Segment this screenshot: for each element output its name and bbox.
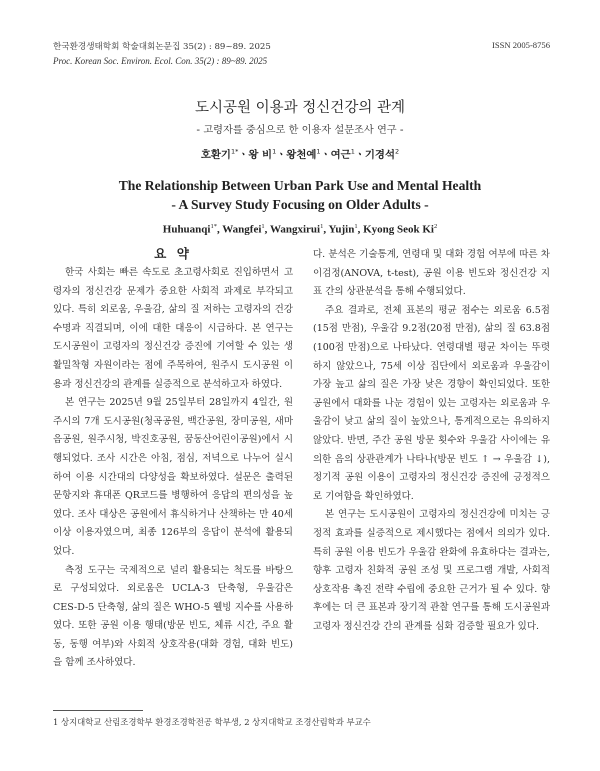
author-separator: ,: [323, 223, 329, 236]
abstract-paragraph: 한국 사회는 빠른 속도로 초고령사회로 진입하면서 고령자의 정신건강 문제가 중요한 사회적 과제로 부각되고 있다. 특히 외로움, 우울감, 삶의 질 저하는 고령자의 건강 수명과 직결되며, 이에 대한 대응이 시급하다. 본 연구는 도시공원이 고령자의 정신건강 증진에 기여할 수 있는 생활밀착형 자원이라는 점에 주목하여, 원주시 도시공원 이용과 정신건강의 관계를 실증적으로 분석하고자 하였다.: [53, 267, 293, 390]
author-affiliation-mark: 2: [395, 147, 400, 156]
abstract-heading: 요 약: [154, 246, 192, 261]
author-affiliation-mark: 1: [350, 147, 355, 156]
issn: ISSN 2005-8756: [491, 40, 550, 50]
author-separator: ,: [264, 223, 270, 236]
author-name: 호환기: [200, 149, 231, 161]
author-list-ko: [0, 146, 600, 161]
journal-name-en: Proc. Korean Soc. Environ. Ecol. Con. 35(2) : 89~89. 2025: [53, 56, 268, 66]
abstract-paragraph: 본 연구는 도시공원이 고령자의 정신건강에 미치는 긍정적 효과를 실증적으로 제시했다는 점에서 의의가 있다. 특히 공원 이용 빈도가 우울감 완화에 유효하다는 결과는, 향후 고령자 친화적 공원 조성 및 프로그램 개발, 사회적 상호작용 촉진 전략 수립에 중요한 근거가 될 수 있다. 향후에는 더 큰 표본과 장기적 관찰 연구를 통해 도시공원과 고령자 정신건강 간의 관계를 심화 검증할 필요가 있다.: [313, 509, 550, 632]
author-name: 기경석: [364, 149, 395, 161]
author-affiliation-mark: 1: [272, 147, 277, 156]
author-name: Wangxirui: [269, 223, 321, 236]
abstract-paragraph: 주요 결과로, 전체 표본의 평균 점수는 외로움 6.5점(15점 만점), 우울감 9.2점(20점 만점), 삶의 질 63.8점(100점 만점)으로 나타났다. 연령대별 평균 차이는 뚜렷하지 않았으나, 75세 이상 집단에서 외로움과 우울감이 가장 높고 삶의 질은 가장 낮은 경향이 확인되었다. 또한 공원에서 대화를 나눈 경험이 있는 고령자는 외로움과 우울감이 낮고 삶의 질이 높았으나, 통계적으로는 유의하지 않았다. 반면, 주간 공원 방문 횟수와 우울감 사이에는 유의한 음의 상관관계가 나타나(방문 빈도 ↑ → 우울감 ↓), 정기적 공원 이용이 고령자의 정신건강 증진에 긍정적으로 기여함을 확인하였다.: [313, 304, 550, 502]
abstract-paragraph-continued: 다. 분석은 기술통계, 연령대 및 대화 경험 여부에 따른 차이검정(ANOVA, t-test), 공원 이용 빈도와 정신건강 지표 간의 상관분석을 통해 수행되었다.: [313, 249, 550, 298]
author-affiliation-mark: 1: [320, 223, 324, 230]
author-name: Wangfei: [222, 223, 262, 236]
paper-title-en: The Relationship Between Urban Park Use and Mental Health: [118, 178, 482, 193]
author-affiliation-mark: 2: [433, 223, 438, 230]
author-separator: ㆍ: [354, 149, 365, 161]
author-affiliation-mark: 1: [354, 223, 358, 230]
author-affiliation-mark: 1*: [230, 147, 239, 156]
author-name: 왕 비: [248, 149, 273, 161]
paper-subtitle-ko: - 고령자를 중심으로 한 이용자 설문조사 연구 -: [196, 125, 404, 136]
author-affiliation-mark: 1: [316, 147, 321, 156]
author-separator: ㆍ: [276, 149, 287, 161]
author-separator: ㆍ: [238, 149, 249, 161]
abstract-right-column: [313, 246, 550, 636]
author-name: Yujin: [328, 223, 355, 236]
abstract-paragraph: 측정 도구는 국제적으로 널리 활용되는 척도를 바탕으로 구성되었다. 외로움은 UCLA-3 단축형, 우울감은 CES-D-5 단축형, 삶의 질은 WHO-5 웰빙 지수를 사용하였다. 또한 공원 이용 행태(방문 빈도, 체류 시간, 주요 활동, 동행 여부)와 사회적 상호작용(대화 경험, 대화 빈도)을 함께 조사하였다.: [53, 564, 293, 669]
author-list-en: [0, 223, 600, 236]
author-separator: ,: [357, 223, 364, 236]
author-name: Huhuanqi: [162, 223, 211, 236]
paper-subtitle-en: - A Survey Study Focusing on Older Adults -: [171, 197, 429, 212]
author-name: Kyong Seok Ki: [363, 223, 434, 236]
author-affiliation-mark: 1*: [210, 223, 217, 230]
author-separator: ,: [216, 223, 223, 236]
author-separator: ㆍ: [320, 149, 331, 161]
abstract-paragraph: 본 연구는 2025년 9월 25일부터 28일까지 4일간, 원주시의 7개 도시공원(청곡공원, 백간공원, 장미공원, 새마음공원, 원주시청, 박진호공원, 꿈동산어린이공원)에서 시행되었다. 조사 시간은 아침, 점심, 저녁으로 나누어 실시하여 이용 시간대의 다양성을 확보하였다. 설문은 출력된 문항지와 휴대폰 QR코드를 병행하여 응답의 편의성을 높였다. 조사 대상은 공원에서 휴식하거나 산책하는 만 40세 이상 이용자였으며, 최종 126부의 응답이 분석에 활용되었다.: [53, 397, 293, 557]
journal-name-ko: 한국환경생태학회 학술대회논문집 35(2) : 89~89. 2025: [53, 42, 271, 52]
paper-title-ko: 도시공원 이용과 정신건강의 관계: [195, 100, 405, 116]
author-name: 왕천예: [286, 149, 317, 161]
abstract-left-column: [53, 264, 293, 673]
author-affiliation-mark: 1: [261, 223, 265, 230]
footnote-divider: [53, 710, 143, 711]
journal-header: [53, 40, 271, 68]
affiliation-footnote: 1 상지대학교 산림조경학부 환경조경학전공 학부생, 2 상지대학교 조경산림학과 부교수: [53, 717, 371, 727]
author-name: 여근: [330, 149, 351, 161]
